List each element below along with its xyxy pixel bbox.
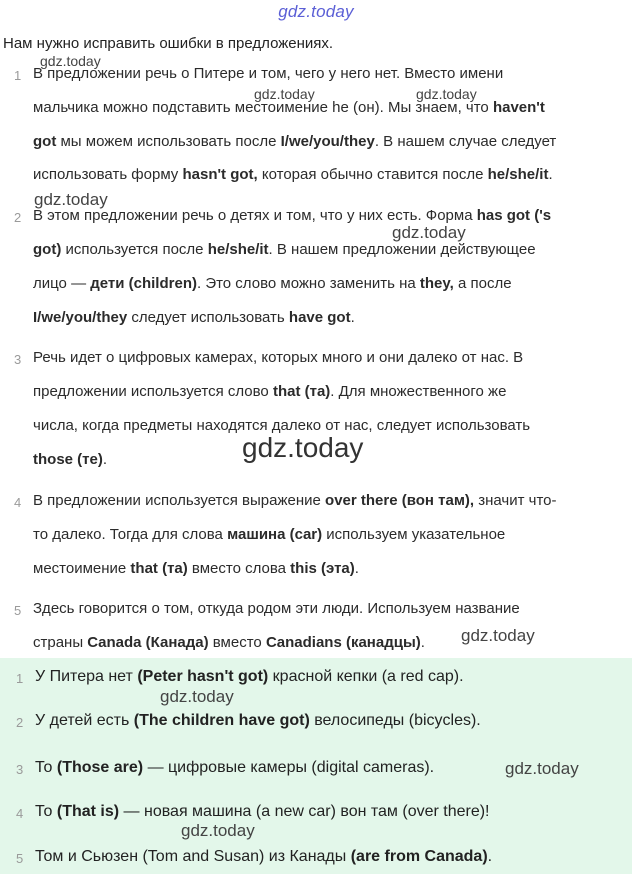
text-part: вместо слова [187, 560, 291, 577]
explanation-line [33, 166, 553, 183]
bold-term: (Peter hasn't got) [137, 668, 269, 685]
answer-line [35, 668, 464, 686]
bold-term: дети (children) [90, 275, 197, 292]
explanation-number: 2 [14, 210, 22, 225]
text-part: . [487, 848, 493, 865]
bold-term: that (та) [130, 560, 188, 577]
explanation-line [33, 451, 107, 468]
answer-line [35, 712, 481, 730]
bold-term: those (те) [33, 451, 103, 468]
bold-term: машина (car) [227, 526, 323, 543]
explanation-line: Речь идет о цифровых камерах, которых много и они далеко от нас. В [33, 349, 524, 366]
explanation-line [33, 492, 557, 509]
text-part: . [420, 634, 425, 651]
bold-term: haven't [492, 99, 545, 116]
bold-term: hasn't got, [182, 166, 258, 183]
bold-term: they, [419, 275, 454, 292]
bold-term: over there (вон там), [325, 492, 475, 509]
explanation-line [33, 526, 505, 543]
explanation-line [33, 383, 506, 400]
explanation-line: числа, когда предметы находятся далеко от нас, следует использовать [33, 417, 531, 434]
answer-number: 3 [16, 762, 24, 777]
explanation-number: 3 [14, 352, 22, 367]
text-part: В предложении используется выражение [33, 492, 326, 509]
text-part: предложении используется слово [33, 383, 273, 400]
answer-number: 1 [16, 671, 24, 686]
explanation-line [33, 634, 425, 651]
text-part: лицо — [33, 275, 91, 292]
text-part: Том и Сьюзен (Tom and Susan) из Канады [35, 848, 351, 865]
bold-term: he/she/it [207, 241, 269, 258]
text-part: которая обычно ставится после [257, 166, 488, 183]
explanation-line: В предложении речь о Питере и том, чего у него нет. Вместо имени [33, 65, 504, 82]
text-part: — цифровые камеры (digital cameras). [143, 759, 435, 776]
watermark: gdz.today [505, 759, 579, 778]
text-part: . [350, 309, 355, 326]
explanation-line [33, 207, 551, 224]
bold-term: (That is) [56, 803, 120, 820]
watermark: gdz.today [34, 190, 108, 209]
bold-term: I/we/you/they [280, 133, 375, 150]
text-part: использовать форму [33, 166, 183, 183]
text-part: вместо [208, 634, 266, 651]
bold-term: got) [33, 241, 62, 258]
text-part: . [548, 166, 553, 183]
bold-term: he/she/it [487, 166, 549, 183]
site-logo: gdz.today [278, 2, 354, 21]
text-part: страны [33, 634, 88, 651]
text-part: . [102, 451, 108, 468]
bold-term: (Those are) [56, 759, 144, 776]
watermark: gdz.today [392, 223, 466, 242]
text-part: а после [453, 275, 512, 292]
answer-number: 2 [16, 715, 24, 730]
answer-line [35, 803, 490, 821]
explanation-line [33, 560, 359, 577]
explanation-line [33, 275, 512, 292]
answer-line [35, 848, 492, 866]
watermark: gdz.today [40, 53, 101, 69]
text-part: . В нашем случае следует [374, 133, 557, 150]
text-part: мальчика можно подставить местоимение he (он). Мы знаем, что [33, 99, 493, 116]
text-part: велосипеды (bicycles). [309, 712, 481, 729]
intro-text: Нам нужно исправить ошибки в предложениях. [3, 35, 334, 52]
bold-term: that (та) [272, 383, 331, 400]
watermark: gdz.today [160, 687, 234, 706]
answer-line [35, 759, 434, 777]
text-part: красной кепки (a red cap). [268, 668, 464, 685]
watermark: gdz.today [242, 432, 364, 463]
text-part: следует использовать [127, 309, 289, 326]
text-part: . [354, 560, 359, 577]
text-part: используем указательное [322, 526, 506, 543]
text-part: У Питера нет [35, 668, 138, 685]
text-part: то далеко. Тогда для слова [33, 526, 228, 543]
explanation-number: 4 [14, 495, 22, 510]
text-part: . Для множественного же [330, 383, 507, 400]
text-part: мы можем использовать после [56, 133, 281, 150]
bold-term: this (эта) [290, 560, 355, 577]
explanation-line [33, 241, 536, 258]
text-part: То [35, 803, 57, 820]
explanation-number: 5 [14, 603, 22, 618]
answer-number: 5 [16, 851, 24, 866]
text-part: В этом предложении речь о детях и том, что у них есть. Форма [33, 207, 477, 224]
bold-term: (are from Canada) [350, 848, 488, 865]
answer-number: 4 [16, 806, 24, 821]
watermark: gdz.today [461, 626, 535, 645]
explanation-line: Здесь говорится о том, откуда родом эти люди. Используем название [33, 600, 520, 617]
text-part: местоимение [33, 560, 131, 577]
explanation-line [33, 133, 556, 150]
watermark: gdz.today [416, 86, 477, 102]
explanation-line [33, 309, 355, 326]
bold-term: got [33, 133, 57, 150]
text-part: используется после [61, 241, 208, 258]
watermark: gdz.today [181, 821, 255, 840]
bold-term: Canadians (канадцы) [265, 634, 421, 651]
watermark: gdz.today [254, 86, 315, 102]
text-part: — новая машина (a new car) вон там (over there)! [119, 803, 490, 820]
bold-term: has got ('s [476, 207, 552, 224]
bold-term: I/we/you/they [33, 309, 128, 326]
text-part: То [35, 759, 57, 776]
text-part: . В нашем предложении действующее [268, 241, 536, 258]
bold-term: Canada (Канада) [87, 634, 209, 651]
bold-term: (The children have got) [133, 712, 310, 729]
text-part: У детей есть [35, 712, 134, 729]
text-part: . Это слово можно заменить на [196, 275, 420, 292]
bold-term: have got [288, 309, 351, 326]
explanation-number: 1 [14, 68, 22, 83]
text-part: значит что- [474, 492, 557, 509]
